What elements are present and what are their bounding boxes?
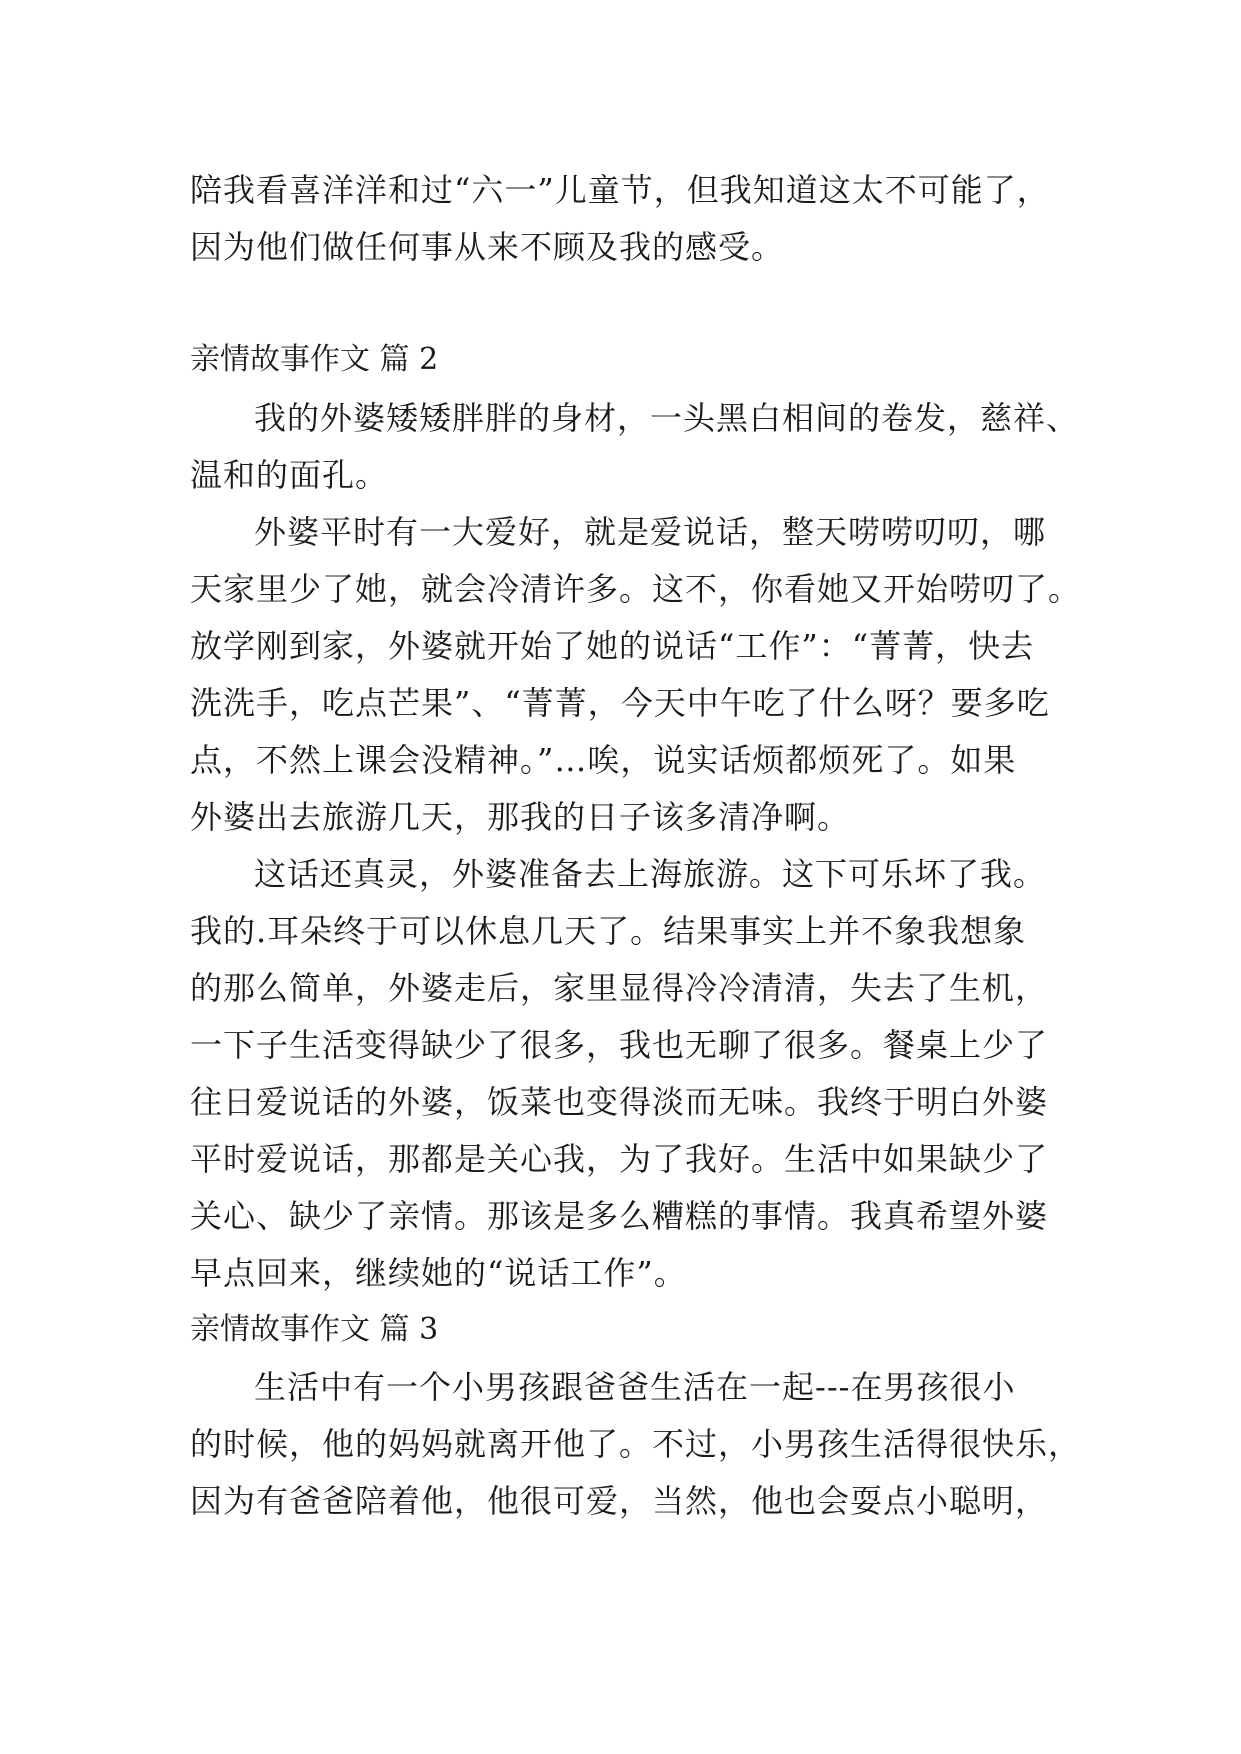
text-line: 早点回来，继续她的“说话工作”。 [190,1254,687,1292]
paragraph-first-line: 生活中有一个小男孩跟爸爸生活在一起---在男孩很小 [254,1368,1016,1406]
text-line: 平时爱说话，那都是关心我，为了我好。生活中如果缺少了 [190,1140,1049,1178]
text-line: 因为有爸爸陪着他，他很可爱，当然，他也会耍点小聪明， [190,1482,1049,1520]
text-line: 的时候，他的妈妈就离开他了。不过，小男孩生活得很快乐， [190,1425,1082,1463]
text-line: 点，不然上课会没精神。”…唉，说实话烦都烦死了。如果 [190,741,1017,779]
text-line: 陪我看喜洋洋和过“六一”儿童节，但我知道这太不可能了， [190,171,1050,209]
text-line: 的那么简单，外婆走后，家里显得冷冷清清，失去了生机， [190,969,1049,1007]
text-line: 温和的面孔。 [190,456,389,494]
text-line: 一下子生活变得缺少了很多，我也无聊了很多。餐桌上少了 [190,1026,1049,1064]
text-line: 往日爱说话的外婆，饭菜也变得淡而无味。我终于明白外婆 [190,1083,1049,1121]
text-line: 我的.耳朵终于可以休息几天了。结果事实上并不象我想象 [190,912,1027,950]
paragraph-first-line: 这话还真灵，外婆准备去上海旅游。这下可乐坏了我。 [254,855,1047,893]
text-line: 天家里少了她，就会冷清许多。这不，你看她又开始唠叨了。 [190,570,1082,608]
text-line: 关心、缺少了亲情。那该是多么糟糕的事情。我真希望外婆 [190,1197,1049,1235]
section-heading: 亲情故事作文 篇 2 [190,342,439,377]
paragraph-first-line: 我的外婆矮矮胖胖的身材，一头黑白相间的卷发，慈祥、 [254,399,1080,437]
text-line: 洗洗手，吃点芒果”、“菁菁，今天中午吃了什么呀？要多吃 [190,684,1050,722]
text-line: 因为他们做任何事从来不顾及我的感受。 [190,228,785,266]
text-line: 放学刚到家，外婆就开始了她的说话“工作”：“菁菁，快去 [190,627,1035,665]
text-line: 外婆出去旅游几天，那我的日子该多清净啊。 [190,798,851,836]
paragraph-first-line: 外婆平时有一大爱好，就是爱说话，整天唠唠叨叨，哪 [254,513,1047,551]
section-heading: 亲情故事作文 篇 3 [190,1312,439,1347]
